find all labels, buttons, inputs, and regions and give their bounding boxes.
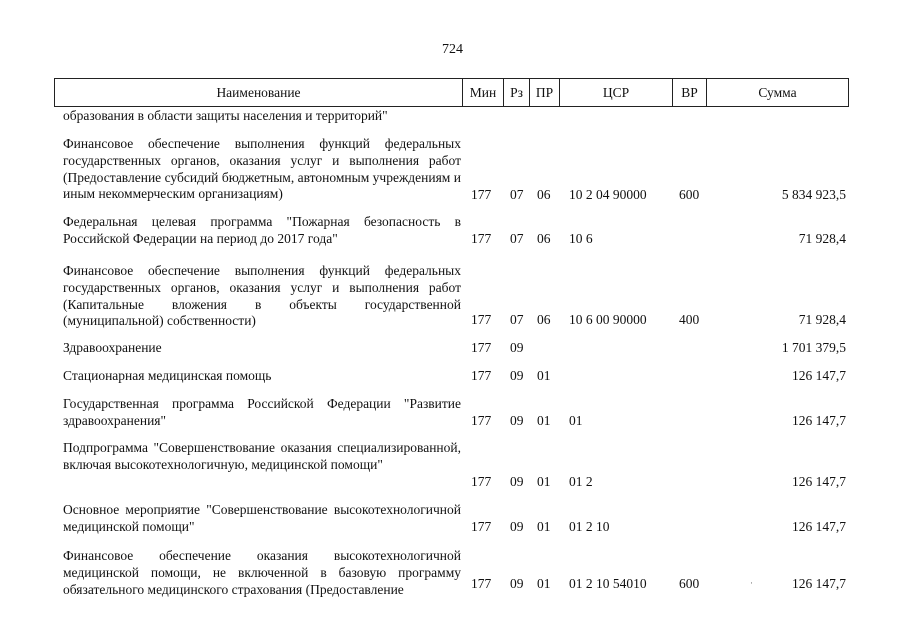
row-min: 177 <box>471 368 492 383</box>
row-csr: 01 <box>569 413 583 428</box>
row-csr: 01 2 <box>569 474 593 489</box>
row-sum: 126 147,7 <box>792 576 846 591</box>
row-sum: 126 147,7 <box>792 474 846 489</box>
header-sum: Сумма <box>758 85 797 100</box>
row-pr: 01 <box>537 576 551 591</box>
row-sum: 126 147,7 <box>792 368 846 383</box>
row-rz: 09 <box>510 368 524 383</box>
table-header <box>54 78 849 107</box>
row-sum: 126 147,7 <box>792 519 846 534</box>
header-vr: ВР <box>673 79 707 106</box>
row-name: Подпрограмма "Совершенствование оказания специализированной, включая высокотехнологичную, медицинской помощи" <box>63 440 461 472</box>
row-name: Финансовое обеспечение выполнения функций федеральных государственных органов, оказания услуг и выполнения работ (Предоставление субсидий бюджетным, автономным учреждениям и иным некоммерческим организациям) <box>63 136 461 202</box>
row-min: 177 <box>471 187 492 202</box>
row-name: Стационарная медицинская помощь <box>63 368 272 383</box>
row-name: Основное мероприятие "Совершенствование высокотехнологичной медицинской помощи" <box>63 502 461 534</box>
row-csr: 10 2 04 90000 <box>569 187 647 202</box>
row-pr: 06 <box>537 187 551 202</box>
stray-mark: · <box>750 578 753 588</box>
row-pr: 06 <box>537 231 551 246</box>
row-csr: 10 6 <box>569 231 593 246</box>
row-csr: 01 2 10 54010 <box>569 576 647 591</box>
row-pr: 01 <box>537 519 551 534</box>
row-rz: 09 <box>510 576 524 591</box>
row-min: 177 <box>471 519 492 534</box>
row-csr: 10 6 00 90000 <box>569 312 647 327</box>
row-sum: 5 834 923,5 <box>781 187 846 202</box>
row-sum: 71 928,4 <box>798 312 846 327</box>
row-min: 177 <box>471 576 492 591</box>
row-sum: 1 701 379,5 <box>781 340 846 355</box>
row-rz: 09 <box>510 474 524 489</box>
row-min: 177 <box>471 474 492 489</box>
row-sum: 126 147,7 <box>792 413 846 428</box>
row-name: образования в области защиты населения и территорий" <box>63 108 388 123</box>
row-name: Финансовое обеспечение оказания высокотехнологичной медицинской помощи, не включенной в базовую программу обязательного медицинского страхования (Предоставление <box>63 548 461 597</box>
header-rz: Рз <box>504 79 530 106</box>
header-min: Мин <box>463 79 504 106</box>
row-rz: 07 <box>510 231 524 246</box>
header-csr: ЦСР <box>560 79 673 106</box>
header-name: Наименование <box>55 79 463 106</box>
row-vr: 400 <box>679 312 700 327</box>
header-pr: ПР <box>530 79 560 106</box>
row-rz: 09 <box>510 340 524 355</box>
row-rz: 07 <box>510 187 524 202</box>
row-vr: 600 <box>679 576 700 591</box>
row-pr: 01 <box>537 413 551 428</box>
row-name: Здравоохранение <box>63 340 162 355</box>
row-min: 177 <box>471 413 492 428</box>
row-csr: 01 2 10 <box>569 519 610 534</box>
row-min: 177 <box>471 231 492 246</box>
row-rz: 09 <box>510 519 524 534</box>
row-name: Финансовое обеспечение выполнения функций федеральных государственных органов, оказания услуг и выполнения работ (Капитальные вложения в объекты государственной (муниципальной) собственности) <box>63 263 461 329</box>
row-pr: 01 <box>537 474 551 489</box>
page-number: 724 <box>442 42 463 57</box>
row-rz: 07 <box>510 312 524 327</box>
row-min: 177 <box>471 340 492 355</box>
row-pr: 01 <box>537 368 551 383</box>
row-sum: 71 928,4 <box>798 231 846 246</box>
row-name: Государственная программа Российской Федерации "Развитие здравоохранения" <box>63 396 461 428</box>
row-rz: 09 <box>510 413 524 428</box>
row-name: Федеральная целевая программа "Пожарная безопасность в Российской Федерации на период до 2017 года" <box>63 214 461 246</box>
row-pr: 06 <box>537 312 551 327</box>
row-min: 177 <box>471 312 492 327</box>
row-vr: 600 <box>679 187 700 202</box>
